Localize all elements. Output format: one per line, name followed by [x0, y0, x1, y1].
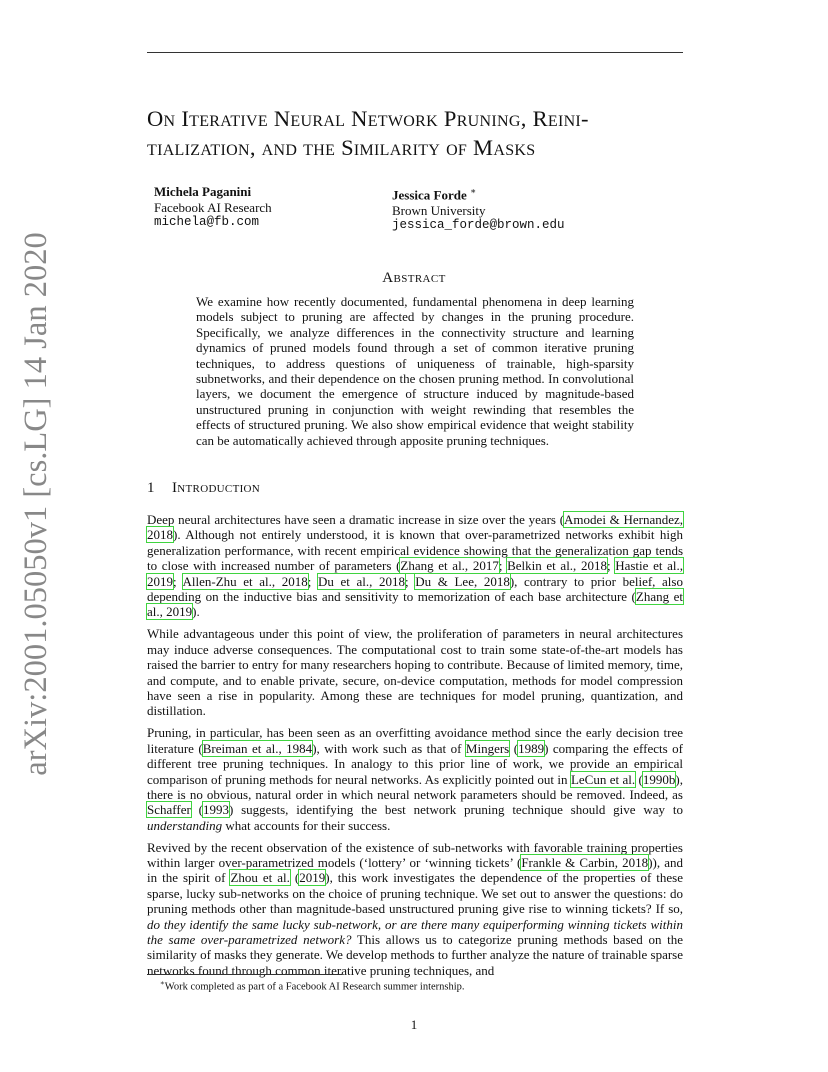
author-affiliation: Brown University	[392, 202, 486, 218]
page-number: 1	[410, 1017, 418, 1032]
footnote-text: Work completed as part of a Facebook AI Research summer internship.	[164, 981, 465, 993]
author-name: Jessica Forde ∗	[392, 186, 477, 203]
citation-link[interactable]: Allen-Zhu et al., 2018	[182, 573, 308, 589]
author-block-1	[154, 184, 272, 231]
citation-link[interactable]: Amodei & Hernandez, 2018	[147, 512, 684, 543]
citation-link[interactable]: Belkin et al., 2018	[507, 558, 607, 574]
author-block-2	[392, 184, 565, 234]
citation-link[interactable]: 1993	[202, 802, 229, 818]
title-line-1: On Iterative Neural Network Pruning, Reini-	[147, 106, 589, 131]
citation-link[interactable]: Zhang et al., 2019	[147, 589, 683, 620]
paragraph-2: While advantageous under this point of view, the proliferation of parameters in neural architectures may induce adverse consequences. The computational cost to train some state-of-the-art models has raised the barrier to entry for many researchers hoping to contribute. Because of limited memory, time, and compute, and to enable private, secure, on-device computation, methods for model compression have seen a rise in popularity. Among these are techniques for model pruning, quantization, and distillation.	[147, 626, 683, 719]
paragraph-1: Deep neural architectures have seen a dramatic increase in size over the years (Amodei & Hernandez, 2018). Although not entirely understood, it is known that over-parametrized networks exhibit high generalization performance, with recent empirical evidence showing that the generalization gap tends to close with increased number of parameters (Zhang et al., 2017; Belkin et al., 2018; Hastie et al., 2019; Allen-Zhu et al., 2018; Du et al., 2018; Du & Lee, 2018), contrary to prior belief, also depending on the inductive bias and sensitivity to memorization of each base architecture (Zhang et al., 2019).	[147, 512, 684, 620]
emphasis-text: do they identify the same lucky sub-network, or are there many equiperforming winning tickets within the same over-parametrized network?	[147, 916, 683, 948]
citation-link[interactable]: Breiman et al., 1984	[202, 740, 313, 756]
footnote-marker[interactable]: ∗	[469, 186, 477, 196]
citation-link[interactable]: 1990b	[642, 771, 676, 787]
paragraph-3: Pruning, in particular, has been seen as an overfitting avoidance method since the early decision tree literature (Breiman et al., 1984), with work such as that of Mingers (1989) comparing the effects of different tree pruning techniques. In analogy to this prior line of work, we provide an empirical comparison of pruning methods for neural networks. As explicitly pointed out in LeCun et al. (1990b), there is no obvious, natural order in which neural network parameters should be removed. Indeed, as Schaffer (1993) suggests, identifying the best network pruning technique should give way to understanding what accounts for their success.	[147, 725, 683, 833]
citation-link[interactable]: Mingers	[465, 740, 510, 756]
citation-link[interactable]: Frankle & Carbin, 2018	[521, 855, 649, 871]
section-title: Introduction	[172, 480, 261, 496]
arxiv-side-stamp: arXiv:2001.05050v1 [cs.LG] 14 Jan 2020	[18, 232, 54, 776]
citation-link[interactable]: Schaffer	[147, 802, 191, 818]
footnote	[160, 977, 465, 994]
section-number: 1	[147, 480, 155, 496]
paragraph-4: Revived by the recent observation of the existence of sub-networks with favorable training properties within larger over-parametrized models (‘lottery’ or ‘winning tickets’ (Frankle & Carbin, 2018)), and in the spirit of Zhou et al. (2019), this work investigates the dependence of the properties of these sparse, lucky sub-networks on the choice of pruning technique. We set out to answer the questions: do pruning methods other than magnitude-based unstructured pruning give rise to winning tickets? If so, do they identify the same lucky sub-network, or are there many equiperforming winning tickets within the same over-parametrized network? This allows us to categorize pruning methods based on the similarity of masks they generate. We develop methods to further analyze the nature of trainable sparse networks found through common iterative pruning techniques, and	[147, 839, 684, 978]
footnote-mark: ∗	[160, 979, 165, 987]
paper-title	[147, 104, 692, 162]
author-email[interactable]: jessica_forde@brown.edu	[392, 218, 565, 233]
body-text	[147, 512, 683, 985]
top-rule	[147, 52, 683, 53]
section-heading	[147, 480, 260, 497]
author-name: Michela Paganini	[154, 184, 252, 199]
author-affiliation: Facebook AI Research	[154, 199, 272, 215]
citation-link[interactable]: Du & Lee, 2018	[415, 573, 510, 589]
citation-link[interactable]: Du et al., 2018	[318, 573, 406, 589]
footnote-rule	[147, 974, 342, 975]
citation-link[interactable]: 2019	[299, 870, 326, 886]
citation-link[interactable]: 1989	[518, 740, 545, 756]
emphasis-text: understanding	[147, 817, 223, 833]
citation-link[interactable]: Zhou et al.	[230, 870, 290, 886]
abstract-heading: Abstract	[382, 270, 446, 286]
citation-link[interactable]: Hastie et al., 2019	[147, 558, 683, 589]
citation-link[interactable]: LeCun et al.	[570, 771, 636, 787]
abstract-text: We examine how recently documented, fundamental phenomena in deep learning models subject to pruning are affected by changes in the pruning procedure. Specifically, we analyze differences in the connectivity structure and learning dynamics of pruned models found through a set of common iterative pruning techniques, to address questions of uniqueness of trainable, high-sparsity subnetworks, and their dependence on the chosen pruning method. In convolutional layers, we document the emergence of structure induced by magnitude-based unstructured pruning in conjunction with weight rewinding that resembles the effects of structured pruning. We also show empirical evidence that weight stability can be automatically achieved through apposite pruning techniques.	[196, 294, 634, 448]
citation-link[interactable]: Zhang et al., 2017	[400, 558, 499, 574]
author-email[interactable]: michela@fb.com	[154, 215, 260, 229]
title-line-2: tialization, and the Similarity of Masks	[147, 135, 536, 160]
